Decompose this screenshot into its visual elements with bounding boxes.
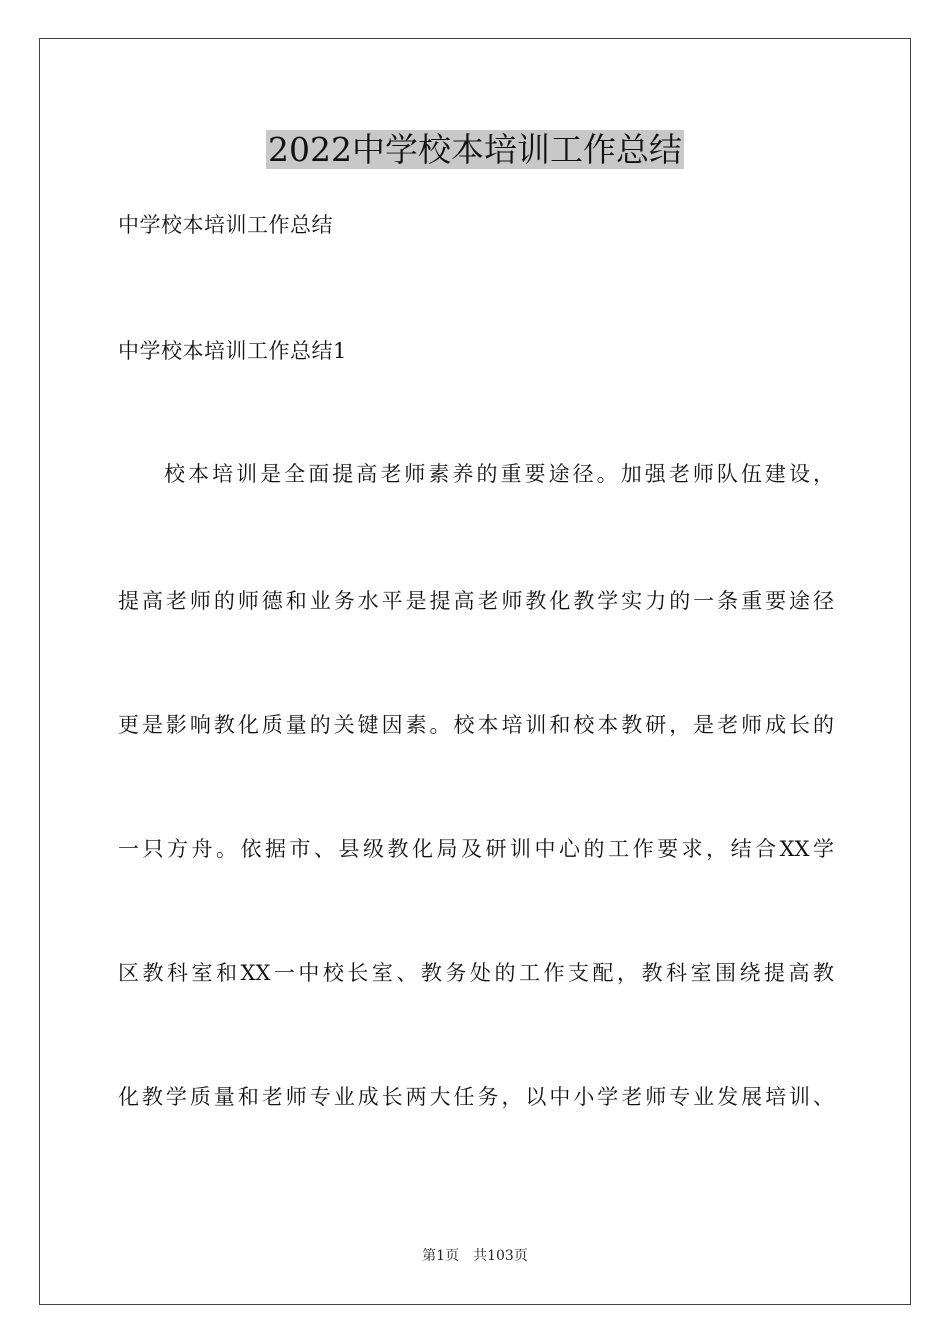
section-heading: 中学校本培训工作总结1 bbox=[118, 339, 347, 363]
total-pages-label: 共103页 bbox=[473, 1248, 528, 1264]
document-title bbox=[0, 128, 950, 172]
paragraph-line: 一只方舟。依据市、县级教化局及研训中心的工作要求，结合XX学 bbox=[118, 837, 834, 861]
paragraph-line: 区教科室和XX一中校长室、教务处的工作支配，教科室围绕提高教 bbox=[118, 961, 834, 985]
paragraph-line: 化教学质量和老师专业成长两大任务，以中小学老师专业发展培训、 bbox=[118, 1085, 834, 1109]
paragraph-line: 提高老师的师德和业务水平是提高老师教化教学实力的一条重要途径 bbox=[118, 589, 834, 613]
paragraph-line: 更是影响教化质量的关键因素。校本培训和校本教研，是老师成长的 bbox=[118, 713, 834, 737]
current-page-label: 第1页 bbox=[422, 1248, 460, 1264]
document-title-text: 2022中学校本培训工作总结 bbox=[268, 130, 682, 169]
document-subtitle: 中学校本培训工作总结 bbox=[118, 213, 333, 237]
page-footer bbox=[0, 1246, 950, 1266]
paragraph-line: 校本培训是全面提高老师素养的重要途径。加强老师队伍建设， bbox=[164, 462, 834, 486]
